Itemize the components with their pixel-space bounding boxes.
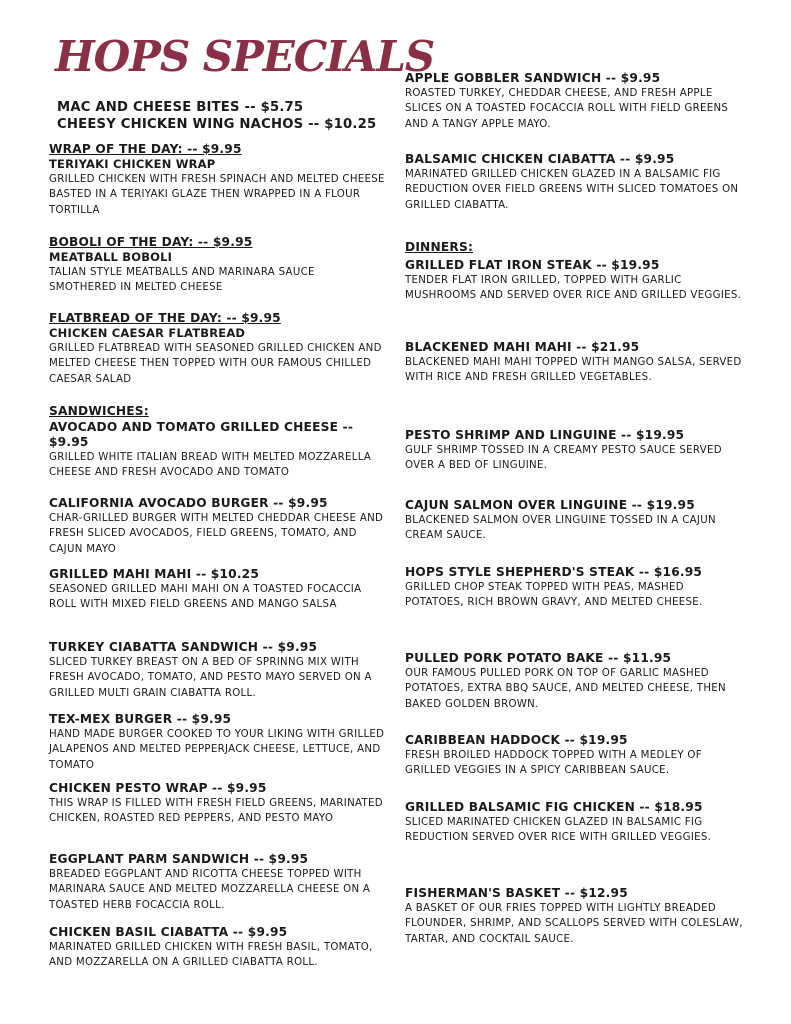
item-name: FISHERMAN'S BASKET -- $12.95 [405, 886, 628, 900]
section-heading: BOBOLI OF THE DAY: -- $9.95 [49, 235, 253, 249]
item-description: GRILLED FLATBREAD WITH SEASONED GRILLED CHICKEN AND MELTED CHEESE THEN TOPPED WITH OUR FAMOUS CHILLED CAESAR SALAD [49, 343, 382, 385]
menu-item [49, 712, 385, 773]
menu-item [405, 733, 745, 779]
item-description: MARINATED GRILLED CHICKEN GLAZED IN A BALSAMIC FIG REDUCTION OVER FIELD GREENS WITH SLICED TOMATOES ON GRILLED CIABATTA. [405, 169, 739, 211]
item-description: MARINATED GRILLED CHICKEN WITH FRESH BASIL, TOMATO, AND MOZZARELLA ON A GRILLED CIABATTA ROLL. [49, 942, 373, 969]
appetizer-item: CHEESY CHICKEN WING NACHOS -- $10.25 [57, 117, 377, 132]
menu-item [405, 800, 745, 846]
menu-item [405, 258, 745, 304]
special-name: TERIYAKI CHICKEN WRAP [49, 157, 216, 171]
item-description: BREADED EGGPLANT AND RICOTTA CHEESE TOPPED WITH MARINARA SAUCE AND MELTED MOZZARELLA CHEESE ON A TOASTED HERB FOCACCIA ROLL. [49, 869, 371, 911]
item-name: TEX-MEX BURGER -- $9.95 [49, 712, 232, 726]
menu-item [405, 565, 745, 611]
item-description: OUR FAMOUS PULLED PORK ON TOP OF GARLIC MASHED POTATOES, EXTRA BBQ SAUCE, AND MELTED CHEESE, THEN BAKED GOLDEN BROWN. [405, 668, 726, 710]
item-description: FRESH BROILED HADDOCK TOPPED WITH A MEDLEY OF GRILLED VEGGIES IN A SPICY CARIBBEAN SAUCE. [405, 750, 702, 777]
flatbread-of-the-day [49, 311, 385, 387]
page-title: HOPS SPECIALS [55, 32, 435, 81]
item-name: CHICKEN PESTO WRAP -- $9.95 [49, 781, 267, 795]
item-name: PESTO SHRIMP AND LINGUINE -- $19.95 [405, 428, 685, 442]
dinners-section [405, 240, 745, 255]
menu-item [49, 852, 385, 913]
item-description: BLACKENED MAHI MAHI TOPPED WITH MANGO SALSA, SERVED WITH RICE AND FRESH GRILLED VEGETABLES. [405, 357, 742, 384]
menu-item [49, 640, 385, 701]
item-name: CAJUN SALMON OVER LINGUINE -- $19.95 [405, 498, 695, 512]
sandwiches-section [49, 404, 385, 419]
item-description: GULF SHRIMP TOSSED IN A CREAMY PESTO SAUCE SERVED OVER A BED OF LINGUINE. [405, 445, 722, 472]
item-description: TALIAN STYLE MEATBALLS AND MARINARA SAUCE SMOTHERED IN MELTED CHEESE [49, 267, 315, 294]
item-name: EGGPLANT PARM SANDWICH -- $9.95 [49, 852, 309, 866]
menu-item [49, 420, 385, 481]
item-name: CARIBBEAN HADDOCK -- $19.95 [405, 733, 628, 747]
menu-item [405, 651, 745, 712]
item-description: GRILLED WHITE ITALIAN BREAD WITH MELTED MOZZARELLA CHEESE AND FRESH AVOCADO AND TOMATO [49, 452, 372, 479]
item-description: BLACKENED SALMON OVER LINGUINE TOSSED IN A CAJUN CREAM SAUCE. [405, 515, 716, 542]
menu-item [405, 340, 745, 386]
section-heading: FLATBREAD OF THE DAY: -- $9.95 [49, 311, 281, 325]
menu-item [49, 781, 385, 827]
section-heading: WRAP OF THE DAY: -- $9.95 [49, 142, 242, 156]
item-description: SLICED MARINATED CHICKEN GLAZED IN BALSAMIC FIG REDUCTION SERVED OVER RICE WITH GRILLED VEGGIES. [405, 817, 712, 844]
special-name: MEATBALL BOBOLI [49, 250, 173, 264]
item-name: HOPS STYLE SHEPHERD'S STEAK -- $16.95 [405, 565, 703, 579]
menu-item [405, 428, 745, 474]
appetizer-item: MAC AND CHEESE BITES -- $5.75 [57, 100, 304, 115]
section-heading: SANDWICHES: [49, 404, 149, 418]
item-name: GRILLED MAHI MAHI -- $10.25 [49, 567, 260, 581]
item-name: GRILLED BALSAMIC FIG CHICKEN -- $18.95 [405, 800, 703, 814]
boboli-of-the-day [49, 235, 385, 296]
menu-item [49, 925, 385, 971]
item-description: GRILLED CHOP STEAK TOPPED WITH PEAS, MASHED POTATOES, RICH BROWN GRAVY, AND MELTED CHEESE. [405, 582, 703, 609]
menu-item [405, 71, 745, 132]
menu-item [49, 496, 385, 557]
appetizer-list [57, 99, 387, 133]
item-description: SLICED TURKEY BREAST ON A BED OF SPRINNG MIX WITH FRESH AVOCADO, TOMATO, AND PESTO MAYO SERVED ON A GRILLED MULTI GRAIN CIABATTA ROLL. [49, 657, 372, 699]
item-name: GRILLED FLAT IRON STEAK -- $19.95 [405, 258, 660, 272]
menu-item [405, 886, 745, 947]
menu-item [405, 152, 745, 213]
menu-item [405, 498, 745, 544]
item-description: GRILLED CHICKEN WITH FRESH SPINACH AND MELTED CHEESE BASTED IN A TERIYAKI GLAZE THEN WRAPPED IN A FLOUR TORTILLA [49, 174, 385, 216]
wrap-of-the-day [49, 142, 385, 218]
item-name: PULLED PORK POTATO BAKE -- $11.95 [405, 651, 672, 665]
item-description: HAND MADE BURGER COOKED TO YOUR LIKING WITH GRILLED JALAPENOS AND MELTED PEPPERJACK CHEESE, LETTUCE, AND TOMATO [49, 729, 385, 771]
item-name: CHICKEN BASIL CIABATTA -- $9.95 [49, 925, 288, 939]
special-name: CHICKEN CAESAR FLATBREAD [49, 326, 246, 340]
section-heading: DINNERS: [405, 240, 474, 254]
item-description: ROASTED TURKEY, CHEDDAR CHEESE, AND FRESH APPLE SLICES ON A TOASTED FOCACCIA ROLL WITH FIELD GREENS AND A TANGY APPLE MAYO. [405, 88, 729, 130]
item-description: THIS WRAP IS FILLED WITH FRESH FIELD GREENS, MARINATED CHICKEN, ROASTED RED PEPPERS, AND PESTO MAYO [49, 798, 383, 825]
item-name: TURKEY CIABATTA SANDWICH -- $9.95 [49, 640, 318, 654]
item-description: CHAR-GRILLED BURGER WITH MELTED CHEDDAR CHEESE AND FRESH SLICED AVOCADOS, FIELD GREENS, TOMATO, AND CAJUN MAYO [49, 513, 384, 555]
item-description: SEASONED GRILLED MAHI MAHI ON A TOASTED FOCACCIA ROLL WITH MIXED FIELD GREENS AND MANGO SALSA [49, 584, 362, 611]
item-name: CALIFORNIA AVOCADO BURGER -- $9.95 [49, 496, 328, 510]
item-description: A BASKET OF OUR FRIES TOPPED WITH LIGHTLY BREADED FLOUNDER, SHRIMP, AND SCALLOPS SERVED WITH COLESLAW, TARTAR, AND COCKTAIL SAUCE. [405, 903, 743, 945]
item-description: TENDER FLAT IRON GRILLED, TOPPED WITH GARLIC MUSHROOMS AND SERVED OVER RICE AND GRILLED VEGGIES. [405, 275, 742, 302]
item-name: BLACKENED MAHI MAHI -- $21.95 [405, 340, 640, 354]
item-name: BALSAMIC CHICKEN CIABATTA -- $9.95 [405, 152, 675, 166]
item-name: APPLE GOBBLER SANDWICH -- $9.95 [405, 71, 661, 85]
menu-item [49, 567, 385, 613]
item-name: AVOCADO AND TOMATO GRILLED CHEESE -- $9.95 [49, 420, 354, 449]
